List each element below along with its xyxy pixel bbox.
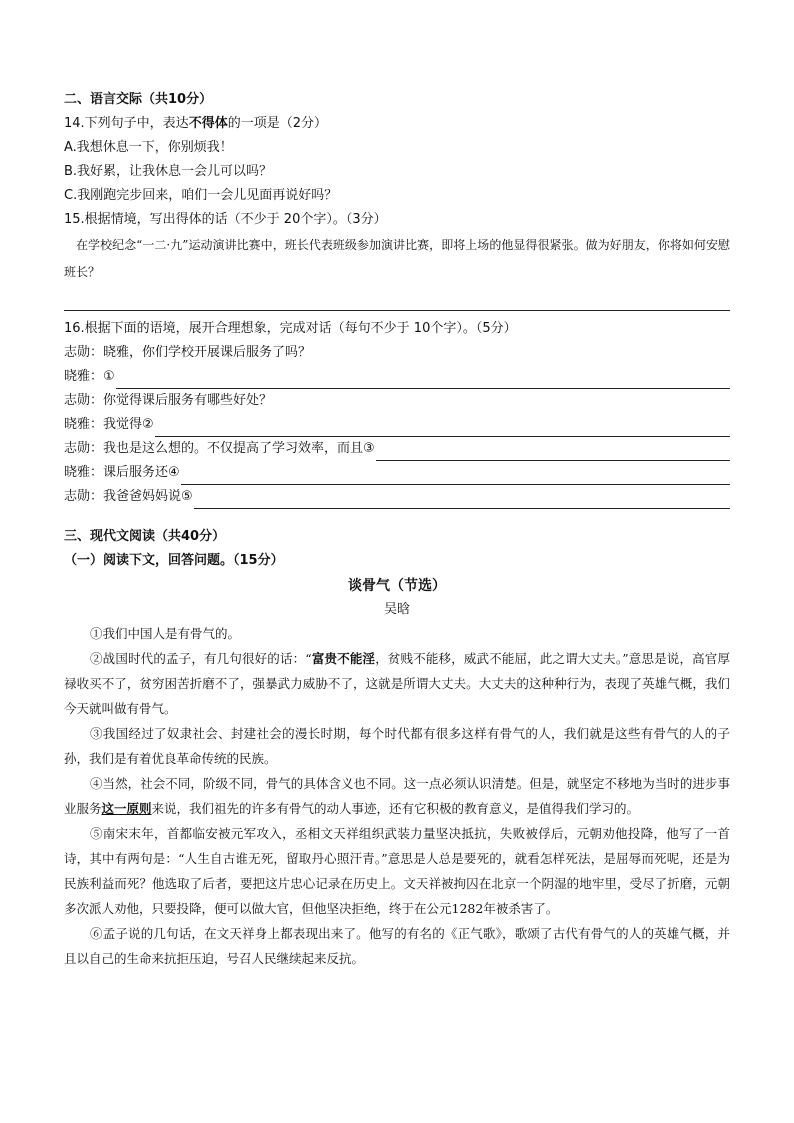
- section-3-title: 三、现代文阅读（共40分）: [64, 529, 226, 544]
- q14-option-a: A.我想休息一下，你别烦我！: [64, 140, 233, 155]
- dialog-text: 志勋：你觉得课后服务有哪些好处？: [64, 393, 273, 408]
- paragraph-6: ⑥孟子说的几句话，在文天祥身上都表现出来了。他写的有名的《正气歌》，歌颂了古代有骨气的人的英雄气概，并且以自己的生命来抗拒压迫，号召人民继续起来反抗。: [64, 926, 730, 966]
- question-14-stem: [64, 112, 730, 136]
- dialog-text: 志勋：晓雅，你们学校开展课后服务了吗？: [64, 345, 312, 360]
- q15-context: 在学校纪念“一二·九”运动演讲比赛中，班长代表班级参加演讲比赛，即将上场的他显得很紧张。做为好朋友，你将如何安慰班长？: [64, 238, 730, 279]
- p4-part-a: ④当然，社会不同，阶级不同，骨气的具体含义也不同。这一点必须认识清楚。但是，就坚定不移地为当时的进步事业服务: [64, 776, 730, 816]
- reading-1-heading: （一）阅读下文，回答问题。（15分）: [64, 553, 284, 568]
- article-author: 吴晗: [383, 602, 410, 617]
- paragraph-2: [64, 646, 730, 721]
- dialog-line: [64, 413, 730, 437]
- p2-quote-emphasis: 富贵不能淫: [311, 651, 376, 666]
- section-2-title: 二、语言交际（共10分）: [64, 92, 213, 107]
- q14-option-c: C.我刚跑完步回来，咱们一会儿见面再说好吗？: [64, 188, 338, 203]
- q14-emphasis: 不得体: [188, 116, 228, 131]
- q15-answer-line[interactable]: [64, 290, 730, 311]
- exam-page: [64, 88, 730, 971]
- article-title: 谈骨气（节选）: [348, 578, 446, 594]
- dialog-text: 志勋：我爸爸妈妈说⑤: [64, 489, 193, 504]
- q14-option-b: B.我好累，让我休息一会儿可以吗？: [64, 164, 273, 179]
- dialog-text: 志勋：我也是这么想的。不仅提高了学习效率，而且③: [64, 441, 375, 456]
- paragraph-4: [64, 771, 730, 821]
- answer-blank[interactable]: [116, 372, 730, 389]
- question-15-stem: 15.根据情境，写出得体的话（不少于 20个字）。（3分）: [64, 212, 387, 227]
- q14-prefix: 14.下列句子中，表达: [64, 116, 189, 131]
- paragraph-5: ⑤南宋末年，首都临安被元军攻入，丞相文天祥组织武装力量坚决抵抗，失败被俘后，元朝劝他投降，他写了一首诗，其中有两句是：“人生自古谁无死，留取丹心照汗青。”意思是人总是要死的，就看怎样死法，是屈辱而死呢，还是为民族利益而死？他选取了后者，要把这片忠心记录在历史上。文天祥被拘囚在北京一个阴湿的地牢里，受尽了折磨，元朝多次派人劝他，只要投降，便可以做大官，但他坚决拒绝，终于在公元1282年被杀害了。: [64, 826, 730, 916]
- answer-blank[interactable]: [181, 468, 730, 485]
- paragraph-1: ①我们中国人是有骨气的。: [90, 626, 241, 641]
- paragraph-3: ③我国经过了奴隶社会、封建社会的漫长时期，每个时代都有很多这样有骨气的人，我们就是这些有骨气的人的子孙，我们是有着优良革命传统的民族。: [64, 726, 730, 766]
- dialog-line: [64, 341, 730, 365]
- dialog-text: 晓雅：课后服务还④: [64, 465, 180, 480]
- dialog-text: 晓雅：我觉得②: [64, 417, 154, 432]
- answer-blank[interactable]: [376, 444, 730, 461]
- p2-part-a: ②战国时代的孟子，有几句很好的话：“: [90, 651, 312, 666]
- dialog-line: [64, 461, 730, 485]
- p2-part-c: ，贫贱不能移，威武不能屈，此之谓大丈夫。”意思是说，高官厚禄收买不了，贫穷困苦折磨不了，强暴武力威胁不了，这就是所谓大丈夫。大丈夫的这种种行为，表现了英雄气概，我们今天就叫做有骨气。: [64, 651, 730, 716]
- answer-blank[interactable]: [194, 492, 730, 509]
- question-16-stem: 16.根据下面的语境，展开合理想象，完成对话（每句不少于 10个字）。（5分）: [64, 321, 517, 336]
- dialog-line: [64, 389, 730, 413]
- p4-part-c: 来说，我们祖先的许多有骨气的动人事迹，还有它积极的教育意义，是值得我们学习的。: [151, 801, 640, 816]
- p4-underlined-phrase: 这一原则: [101, 801, 152, 816]
- dialog-line: [64, 485, 730, 509]
- answer-blank[interactable]: [155, 420, 730, 437]
- dialog-line: [64, 365, 730, 389]
- dialog-text: 晓雅：①: [64, 369, 115, 384]
- dialog-line: [64, 437, 730, 461]
- q14-suffix: 的一项是（2分）: [227, 116, 327, 131]
